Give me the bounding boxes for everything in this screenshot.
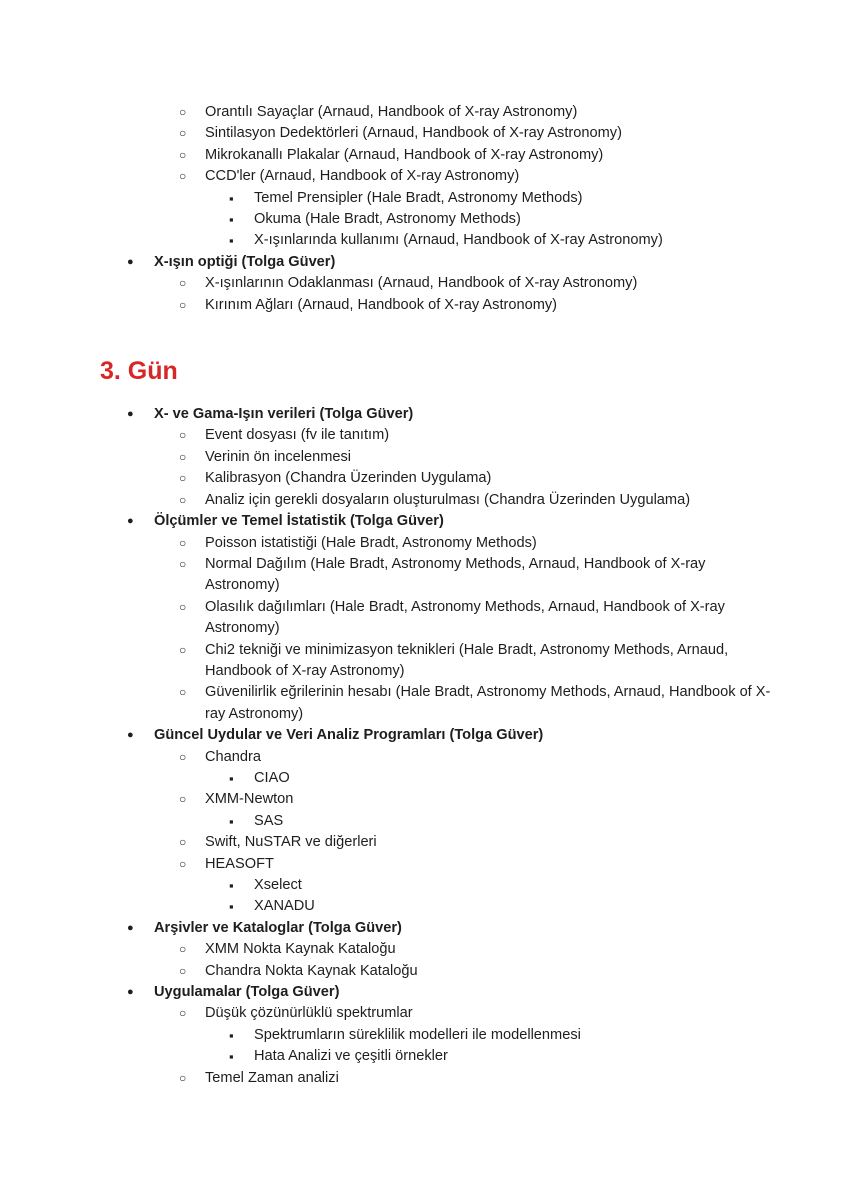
bullet-filled-square-icon: ▪ [229, 899, 234, 915]
list-item [0, 854, 848, 875]
list-item-text: Event dosyası (fv ile tanıtım) [205, 427, 390, 444]
list-item-text: Sintilasyon Dedektörleri (Arnaud, Handbook of X-ray Astronomy) [205, 125, 622, 142]
list-item-text: Spektrumların süreklilik modelleri ile modellenmesi [254, 1026, 581, 1043]
bullet-filled-circle-icon: ● [127, 986, 134, 999]
bullet-filled-square-icon: ▪ [229, 190, 234, 206]
list-item [0, 404, 848, 425]
list-item-text: Güvenilirlik eğrilerinin hesabı (Hale Bradt, Astronomy Methods, Arnaud, Handbook of X-ray Astronomy) [205, 684, 771, 722]
bullet-filled-square-icon: ▪ [229, 233, 234, 249]
list-item [0, 123, 848, 144]
list-item-text: Kalibrasyon (Chandra Üzerinden Uygulama) [205, 470, 492, 487]
list-item [0, 918, 848, 939]
list-item [0, 1068, 848, 1089]
bullet-filled-circle-icon: ● [127, 408, 134, 421]
bullet-open-circle-icon: ○ [179, 856, 187, 871]
list-item-text: Xselect [254, 877, 302, 893]
list-item-text: Mikrokanallı Plakalar (Arnaud, Handbook of X-ray Astronomy) [205, 146, 604, 163]
list-item-text: Güncel Uydular ve Veri Analiz Programları (Tolga Güver) [154, 727, 544, 744]
list-item [0, 295, 848, 316]
bullet-open-circle-icon: ○ [179, 749, 187, 764]
list-item [0, 533, 848, 554]
list-item-text: X-ışınlarının Odaklanması (Arnaud, Handbook of X-ray Astronomy) [205, 275, 638, 292]
list-item [0, 875, 848, 896]
list-item-text: Swift, NuSTAR ve diğerleri [205, 834, 377, 851]
bullet-open-circle-icon: ○ [179, 126, 187, 141]
bullet-open-circle-icon: ○ [179, 297, 187, 312]
bullet-open-circle-icon: ○ [179, 449, 187, 464]
list-item [0, 447, 848, 468]
list-item-text: X-ışınlarında kullanımı (Arnaud, Handbook of X-ray Astronomy) [254, 232, 663, 249]
list-item [0, 811, 848, 832]
list-item [0, 209, 848, 230]
list-item [0, 939, 848, 960]
bullet-open-circle-icon: ○ [179, 428, 187, 443]
list-item [0, 747, 848, 768]
bullet-open-circle-icon: ○ [179, 556, 187, 571]
list-item-text: Orantılı Sayaçlar (Arnaud, Handbook of X-ray Astronomy) [205, 104, 578, 120]
list-item-text: Arşivler ve Kataloglar (Tolga Güver) [154, 919, 402, 936]
list-item-text: Düşük çözünürlüklü spektrumlar [205, 1005, 413, 1022]
list-item [0, 102, 848, 123]
list-item [0, 166, 848, 187]
list-item [0, 273, 848, 294]
list-item [0, 511, 848, 532]
list-item-text: Olasılık dağılımları (Hale Bradt, Astronomy Methods, Arnaud, Handbook of X-ray Astronomy) [205, 598, 725, 637]
list-item-text: Chandra [205, 748, 261, 765]
list-item-text: CIAO [254, 769, 290, 786]
list-item-text: Temel Zaman analizi [205, 1069, 339, 1086]
day3-heading: 3. Gün [100, 357, 178, 386]
bullet-open-circle-icon: ○ [179, 535, 187, 550]
bullet-filled-square-icon: ▪ [229, 813, 234, 829]
list-item-text: Verinin ön incelenmesi [205, 448, 352, 465]
list-item-text: Ölçümler ve Temel İstatistik (Tolga Güver) [154, 513, 444, 530]
bullet-open-circle-icon: ○ [179, 471, 187, 486]
list-item-text: X-ışın optiği (Tolga Güver) [154, 253, 336, 270]
list-item-text: HEASOFT [205, 855, 274, 872]
list-item-text: Chandra Nokta Kaynak Kataloğu [205, 962, 418, 979]
bullet-filled-circle-icon: ● [127, 515, 134, 528]
bullet-open-circle-icon: ○ [179, 1070, 187, 1085]
list-item-text: Chi2 tekniği ve minimizasyon teknikleri (Hale Bradt, Astronomy Methods, Arnaud, Handbook of X-ray Astronomy) [205, 641, 729, 679]
bullet-filled-square-icon: ▪ [229, 1027, 234, 1043]
bullet-filled-circle-icon: ● [127, 729, 134, 742]
list-item-text: Hata Analizi ve çeşitli örnekler [254, 1048, 448, 1065]
bullet-filled-square-icon: ▪ [229, 770, 234, 786]
list-item [0, 252, 848, 273]
bullet-open-circle-icon: ○ [179, 963, 187, 978]
list-item-text: XMM Nokta Kaynak Kataloğu [205, 941, 396, 958]
list-item-text: Uygulamalar (Tolga Güver) [154, 984, 340, 1001]
list-item-text: Normal Dağılım (Hale Bradt, Astronomy Methods, Arnaud, Handbook of X-ray Astronomy) [205, 555, 706, 594]
bullet-filled-circle-icon: ● [127, 255, 134, 268]
bullet-filled-square-icon: ▪ [229, 878, 234, 893]
bullet-open-circle-icon: ○ [179, 835, 187, 850]
list-item-text: XANADU [254, 898, 315, 915]
bullet-open-circle-icon: ○ [179, 105, 187, 119]
list-item-text: XMM-Newton [205, 791, 294, 808]
list-item-text: X- ve Gama-Işın verileri (Tolga Güver) [154, 406, 414, 423]
list-item [0, 789, 848, 810]
list-item [0, 682, 848, 725]
list-item [0, 554, 848, 597]
list-item [0, 1046, 848, 1067]
list-item [0, 490, 848, 511]
bullet-filled-square-icon: ▪ [229, 212, 234, 228]
list-item [0, 896, 848, 917]
bullet-filled-circle-icon: ● [127, 921, 134, 934]
bullet-open-circle-icon: ○ [179, 147, 187, 162]
list-item [0, 597, 848, 640]
bullet-open-circle-icon: ○ [179, 599, 187, 614]
day3-program-list [0, 404, 848, 1089]
bullet-filled-square-icon: ▪ [229, 1049, 234, 1065]
list-item [0, 725, 848, 746]
bullet-open-circle-icon: ○ [179, 169, 187, 184]
bullet-open-circle-icon: ○ [179, 685, 187, 700]
bullet-open-circle-icon: ○ [179, 942, 187, 957]
list-item [0, 768, 848, 789]
detectors-optics-list [0, 0, 848, 316]
list-item-text: CCD'ler (Arnaud, Handbook of X-ray Astronomy) [205, 168, 520, 185]
list-item [0, 1003, 848, 1024]
list-item [0, 188, 848, 209]
list-item [0, 425, 848, 446]
list-item-text: Okuma (Hale Bradt, Astronomy Methods) [254, 211, 521, 228]
bullet-open-circle-icon: ○ [179, 276, 187, 291]
list-item [0, 982, 848, 1003]
bullet-open-circle-icon: ○ [179, 792, 187, 807]
list-item-text: Poisson istatistiği (Hale Bradt, Astronomy Methods) [205, 534, 537, 551]
bullet-open-circle-icon: ○ [179, 1006, 187, 1021]
bullet-open-circle-icon: ○ [179, 492, 187, 507]
list-item [0, 961, 848, 982]
list-item [0, 145, 848, 166]
list-item [0, 230, 848, 251]
list-item [0, 832, 848, 853]
bullet-open-circle-icon: ○ [179, 642, 187, 657]
list-item [0, 640, 848, 683]
list-item [0, 468, 848, 489]
list-item-text: Temel Prensipler (Hale Bradt, Astronomy Methods) [254, 189, 583, 206]
list-item-text: Kırınım Ağları (Arnaud, Handbook of X-ray Astronomy) [205, 296, 558, 313]
list-item [0, 1025, 848, 1046]
list-item-text: Analiz için gerekli dosyaların oluşturulması (Chandra Üzerinden Uygulama) [205, 491, 691, 508]
list-item-text: SAS [254, 812, 284, 829]
